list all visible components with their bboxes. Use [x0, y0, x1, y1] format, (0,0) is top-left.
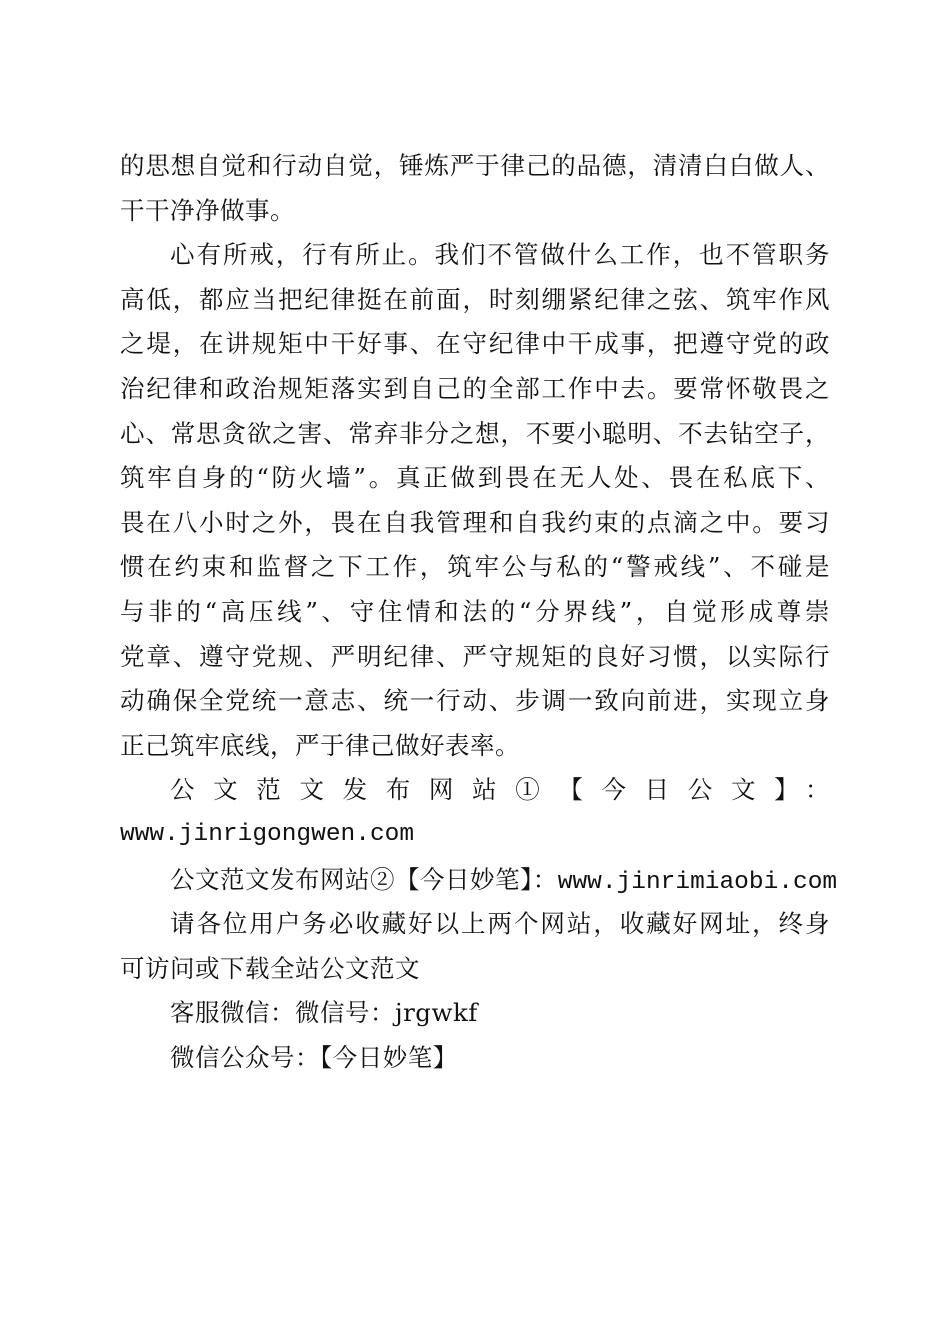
paragraph-1: [120, 144, 830, 233]
paragraph-line: 心有所戒，行有所止。我们不管做什么工作，也不管职务: [170, 240, 830, 270]
paragraph-line: 高低，都应当把纪律挺在前面，时刻绷紧纪律之弦、筑牢作风: [120, 284, 830, 314]
paragraph-line: 动确保全党统一意志、统一行动、步调一致向前进，实现立身: [120, 686, 830, 716]
paragraph-line: 畏在八小时之外，畏在自我管理和自我约束的点滴之中。要习: [120, 507, 830, 537]
official-account: 微信公众号：【今日妙笔】: [170, 1042, 458, 1072]
document-page: [120, 144, 838, 1080]
notice-line: 可访问或下载全站公文范文: [120, 953, 420, 983]
wechat-id: 客服微信：微信号：jrgwkf: [170, 998, 478, 1028]
paragraph-line: 与非的“高压线”、守住情和法的“分界线”，自觉形成尊崇: [120, 596, 830, 626]
site-1-url[interactable]: www.jinrigongwen.com: [120, 820, 415, 848]
site-2-url[interactable]: www.jinrimiaobi.com: [557, 868, 838, 896]
paragraph-line: 筑牢自身的“防火墙”。真正做到畏在无人处、畏在私底下、: [120, 463, 830, 493]
paragraph-line: 的思想自觉和行动自觉，锤炼严于律己的品德，清清白白做人、: [120, 151, 830, 180]
paragraph-line: 正己筑牢底线，严于律己做好表率。: [120, 730, 520, 760]
paragraph-line: 干干净净做事。: [120, 195, 295, 225]
paragraph-line: 党章、遵守党规、严明纪律、严守规矩的良好习惯，以实际行: [120, 641, 830, 671]
site-1-label: 公文范文发布网站①【今日公文】：: [170, 775, 830, 805]
paragraph-line: 心、常思贪欲之害、常弃非分之想，不要小聪明、不去钻空子，: [120, 418, 830, 448]
site-2-line: [120, 858, 838, 903]
paragraph-line: 惯在约束和监督之下工作，筑牢公与私的“警戒线”、不碰是: [120, 552, 830, 582]
notice-line: 请各位用户务必收藏好以上两个网站，收藏好网址，终身: [170, 909, 830, 939]
site-2-label: 公文范文发布网站②【今日妙笔】：: [170, 864, 558, 894]
paragraph-line: 之堤，在讲规矩中干好事、在守纪律中干成事，把遵守党的政: [120, 329, 830, 359]
paragraph-2: [120, 233, 830, 768]
paragraph-line: 治纪律和政治规矩落实到自己的全部工作中去。要常怀敬畏之: [120, 373, 830, 403]
footer-info: [120, 768, 838, 1080]
